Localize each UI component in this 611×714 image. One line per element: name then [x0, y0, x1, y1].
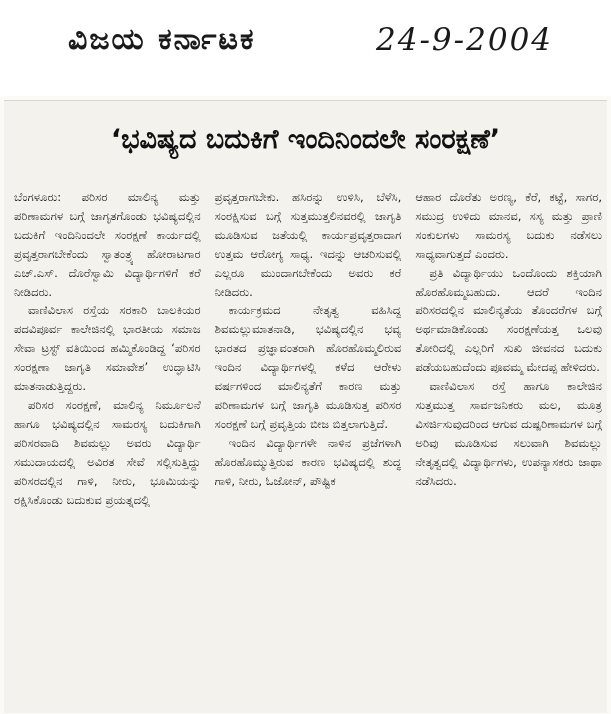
article-body: [14, 188, 602, 708]
paragraph: ಇಂದಿನ ವಿದ್ಯಾರ್ಥಿಗಳೇ ನಾಳಿನ ಪ್ರಜೆಗಳಾಗಿ ಹೊರಹೊಮ್ಮುತ್ತಿರುವ ಕಾರಣ ಭವಿಷ್ಯದಲ್ಲಿ ಶುದ್ಧ ಗಾಳಿ, ನೀರು, ಓಜೋನ್, ಪೌಷ್ಟಿಕ: [214, 435, 402, 488]
article-headline: ‘ಭವಿಷ್ಯದ ಬದುಕಿಗೆ ಇಂದಿನಿಂದಲೇ ಸಂರಕ್ಷಣೆ’: [110, 124, 501, 155]
paragraph: ವಾಣಿವಿಲಾಸ ರಸ್ತೆ ಹಾಗೂ ಕಾಲೇಜಿನ ಸುತ್ತಮುತ್ತ ಸಾರ್ವಜನಿಕರು ಮಲ, ಮೂತ್ರ ವಿಸರ್ಜಿಸುವುದರಿಂದ ಆಗುವ ದುಷ್ಪರಿಣಾಮಗಳ ಬಗ್ಗೆ ಅರಿವು ಮೂಡಿಸುವ ಸಲುವಾಗಿ ಶಿವಮಲ್ಲು ನೇತೃತ್ವದಲ್ಲಿ ವಿದ್ಯಾರ್ಥಿಗಳು, ಉಪನ್ಯಾಸಕರು ಜಾಥಾ ನಡೆಸಿದರು.: [415, 379, 603, 488]
handwritten-date: 24-9-2004: [376, 22, 554, 58]
newspaper-name: ವಿಜಯ ಕರ್ನಾಟಕ: [68, 22, 256, 57]
paragraph: ಬೆಂಗಳೂರು: ಪರಿಸರ ಮಾಲಿನ್ಯ ಮತ್ತು ಪರಿಣಾಮಗಳ ಬಗ್ಗೆ ಜಾಗೃತಗೊಂಡು ಭವಿಷ್ಯದಲ್ಲಿನ ಬದುಕಿಗೆ ಇಂದಿನಿಂದಲೇ ಸಂರಕ್ಷಣೆ ಕಾರ್ಯದಲ್ಲಿ ಪ್ರವೃತ್ತರಾಗಬೇಕೆಂದು ಸ್ವಾತಂತ್ರ್ಯ ಹೋರಾಟಗಾರ ಎಚ್.ಎಸ್. ದೊರೆಸ್ವಾಮಿ ವಿದ್ಯಾರ್ಥಿಗಳಿಗೆ ಕರೆ ನೀಡಿದರು.: [14, 190, 201, 299]
paragraph: ಪರಿಸರ ಸಂರಕ್ಷಣೆ, ಮಾಲಿನ್ಯ ನಿರ್ಮೂಲನೆ ಹಾಗೂ ಭವಿಷ್ಯದಲ್ಲಿನ ಸಾಮರಸ್ಯ ಬದುಕಿಗಾಗಿ ಪರಿಸರವಾದಿ ಶಿವಮಲ್ಲು ಅವರು ವಿದ್ಯಾರ್ಥಿ ಸಮುದಾಯದಲ್ಲಿ ಅವಿರತ ಸೇವೆ ಸಲ್ಲಿಸುತ್ತಿದ್ದು ಪರಿಸರದಲ್ಲಿನ ಗಾಳಿ, ನೀರು, ಭೂಮಿಯನ್ನು ರಕ್ಷಿಸಿಕೊಂಡು ಬದುಕುವ ಪ್ರಯತ್ನದಲ್ಲಿ: [14, 397, 201, 507]
paragraph: ಪ್ರವೃತ್ತರಾಗಬೇಕು. ಹಸಿರನ್ನು ಉಳಿಸಿ, ಬೆಳೆಸಿ, ಸಂರಕ್ಷಿಸುವ ಬಗ್ಗೆ ಸುತ್ತಮುತ್ತಲಿನವರಲ್ಲಿ ಜಾಗೃತಿ ಮೂಡಿಸುವ ಜತೆಯಲ್ಲಿ ಕಾರ್ಯಪ್ರವೃತ್ತರಾದಾಗ ಉತ್ತಮ ಆರೋಗ್ಯ ಸಾಧ್ಯ. ಇದನ್ನು ಆಚರಿಸುವಲ್ಲಿ ಎಲ್ಲರೂ ಮುಂದಾಗಬೇಕೆಂದು ಅವರು ಕರೆ ನೀಡಿದರು.: [214, 190, 402, 299]
article-column-3: [415, 188, 602, 708]
paragraph: ಆಹಾರ ದೊರೆತು ಅರಣ್ಯ, ಕೆರೆ, ಕಟ್ಟೆ, ಸಾಗರ, ಸಮುದ್ರ ಉಳಿದು ಮಾನವ, ಸಸ್ಯ ಮತ್ತು ಪ್ರಾಣಿ ಸಂಕುಲಗಳು ಸಾಮರಸ್ಯ ಬದುಕು ನಡೆಸಲು ಸಾಧ್ಯವಾಗುತ್ತದೆ ಎಂದರು.: [415, 190, 603, 261]
article-column-1: [14, 188, 201, 708]
masthead: [0, 0, 611, 96]
paragraph: ವಾಣಿವಿಲಾಸ ರಸ್ತೆಯ ಸರಕಾರಿ ಬಾಲಕಿಯರ ಪದವಿಪೂರ್ವ ಕಾಲೇಜಿನಲ್ಲಿ ಭಾರತೀಯ ಸಮಾಜ ಸೇವಾ ಟ್ರಸ್ಟ್ ವತಿಯಿಂದ ಹಮ್ಮಿಕೊಂಡಿದ್ದ ‘ಪರಿಸರ ಸಂರಕ್ಷಣಾ ಜಾಗೃತಿ ಸಮಾವೇಶ’ ಉದ್ಘಾಟಿಸಿ ಮಾತನಾಡುತ್ತಿದ್ದರು.: [14, 303, 201, 394]
article-column-2: [215, 188, 402, 708]
paragraph: ಪ್ರತಿ ವಿದ್ಯಾರ್ಥಿಯು ಒಂದೊಂದು ಶಕ್ತಿಯಾಗಿ ಹೊರಹೊಮ್ಮಬಹುದು. ಆದರೆ ಇಂದಿನ ಪರಿಸರದಲ್ಲಿನ ಮಾಲಿನ್ಯತೆಯ ತೊಂದರೆಗಳ ಬಗ್ಗೆ ಅರ್ಥಮಾಡಿಕೊಂಡು ಸಂರಕ್ಷಣೆಯತ್ತ ಒಲವು ತೋರಿದಲ್ಲಿ ಎಲ್ಲರಿಗೆ ಸುಖಿ ಜೀವನದ ಬದುಕು ಪಡೆಯಬಹುದೆಂದು ಪೂವಮ್ಮ ಮೇದಪ್ಪ ಹೇಳಿದರು.: [415, 265, 603, 375]
paragraph: ಕಾರ್ಯಕ್ರಮದ ನೇತೃತ್ವ ವಹಿಸಿದ್ದ ಶಿವಮಲ್ಲುಮಾತನಾಡಿ, ಭವಿಷ್ಯದಲ್ಲಿನ ಭವ್ಯ ಭಾರತದ ಪ್ರಜ್ಞಾವಂತರಾಗಿ ಹೊರಹೊಮ್ಮಲಿರುವ ಇಂದಿನ ವಿದ್ಯಾರ್ಥಿಗಳಲ್ಲಿ ಕಳೆದ ಆರೇಳು ವರ್ಷಗಳಿಂದ ಮಾಲಿನ್ಯತೆಗೆ ಕಾರಣ ಮತ್ತು ಪರಿಣಾಮಗಳ ಬಗ್ಗೆ ಜಾಗೃತಿ ಮೂಡಿಸುತ್ತ ಪರಿಸರ ಸಂರಕ್ಷಣೆ ಬಗ್ಗೆ ಪ್ರವೃತ್ತಿಯ ಬೀಜ ಬಿತ್ತಲಾಗುತ್ತಿದೆ.: [214, 303, 402, 431]
